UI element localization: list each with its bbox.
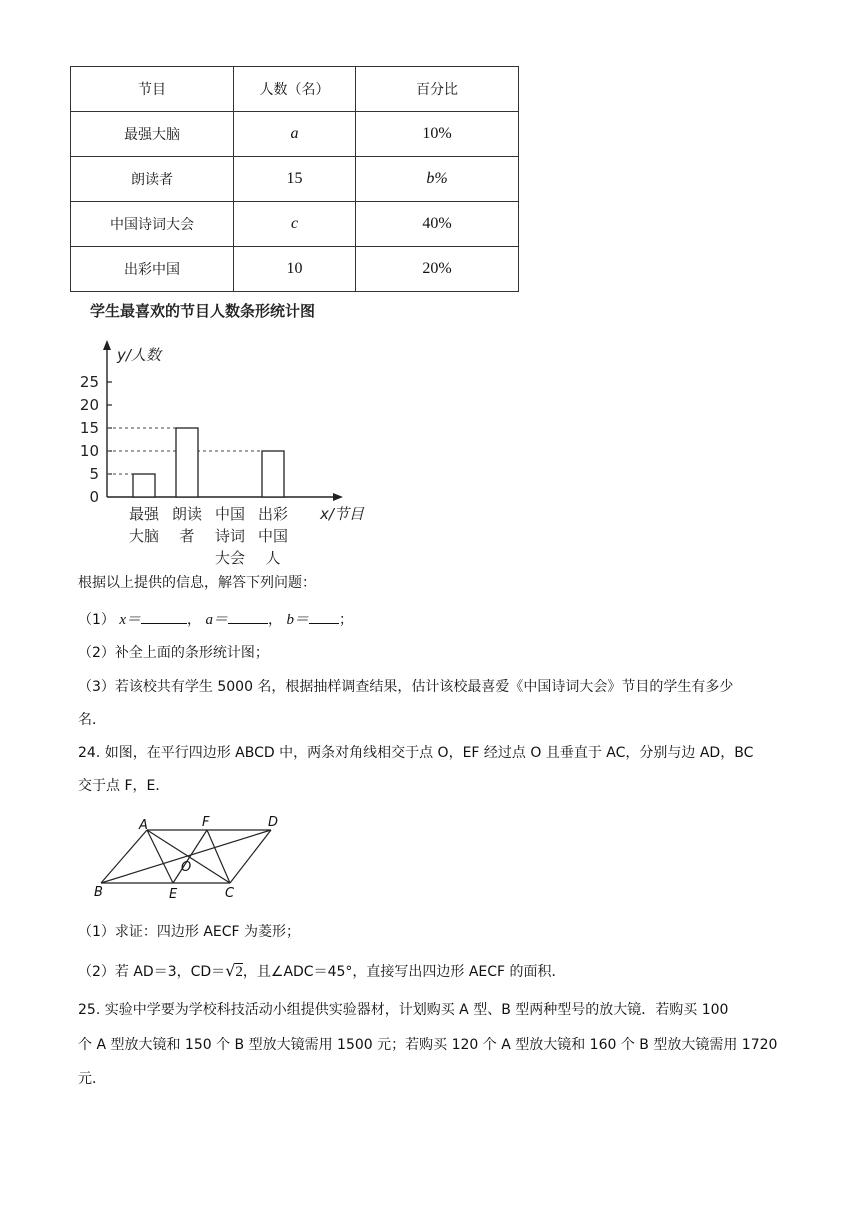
cell-count: 10: [234, 247, 356, 292]
bar: [176, 428, 198, 497]
question-3-line2: 名．: [78, 712, 106, 728]
q1-x-label: x＝: [119, 612, 142, 628]
question-2: （2）补全上面的条形统计图；: [78, 645, 269, 661]
sqrt-sign: √: [225, 961, 236, 980]
cell-percent: 20%: [356, 247, 519, 292]
q1-a-label: a＝: [205, 612, 229, 628]
cell-count: c: [234, 202, 356, 247]
category-label: 出彩: [257, 505, 289, 523]
table-row: [71, 247, 519, 292]
category-label: 者: [179, 527, 195, 545]
problem-24-line2: 交于点 F，E．: [78, 778, 170, 794]
table-header-row: [71, 67, 519, 112]
cell-program: 出彩中国: [71, 247, 234, 292]
cell-percent: b%: [356, 157, 519, 202]
y-tick-label: 25: [79, 373, 99, 391]
y-tick-label: 20: [79, 396, 99, 414]
label-B: B: [94, 885, 103, 900]
cell-percent: 40%: [356, 202, 519, 247]
y-tick-label: 10: [79, 442, 99, 460]
q1-end: ；: [338, 612, 353, 628]
intro-text: 根据以上提供的信息，解答下列问题：: [78, 575, 316, 591]
q1-sep: ，: [268, 612, 283, 628]
q1-prefix: （1）: [78, 612, 115, 628]
y-tick-label: 0: [89, 488, 99, 506]
y-tick-label: 5: [89, 465, 99, 483]
problem-24-line1: 24. 如图，在平行四边形 ABCD 中，两条对角线相交于点 O，EF 经过点 O 且垂直于 AC，分别与边 AD，BC: [78, 745, 754, 761]
label-E: E: [169, 887, 178, 902]
answer-blank-a: [228, 609, 268, 624]
cell-count: a: [234, 112, 356, 157]
cell-count: 15: [234, 157, 356, 202]
x-axis-label: x/节目: [320, 505, 364, 523]
answer-blank-x: [141, 609, 187, 624]
x-axis-arrow: [333, 493, 343, 501]
cell-program: 最强大脑: [71, 112, 234, 157]
sqrt-value: 2: [235, 964, 243, 980]
q2-part-b: ，且∠ADC＝45°，直接写出四边形 AECF 的面积．: [242, 964, 566, 980]
table-row: [71, 157, 519, 202]
table-row: [71, 202, 519, 247]
bar-chart: [0, 330, 400, 570]
label-C: C: [225, 886, 235, 901]
y-axis-label: y/人数: [117, 346, 161, 364]
category-label: 中国: [214, 505, 246, 523]
category-label: 大脑: [128, 527, 160, 545]
label-D: D: [268, 815, 279, 830]
category-label: 中国: [257, 527, 289, 545]
bar: [262, 451, 284, 497]
header-program: 节目: [71, 67, 234, 112]
q1-b-label: b＝: [286, 612, 309, 628]
label-F: F: [202, 815, 210, 830]
problem-25-line1: 25. 实验中学要为学校科技活动小组提供实验器材，计划购买 A 型、B 型两种型号的放大镜．若购买 100: [78, 1002, 729, 1018]
table-row: [71, 112, 519, 157]
category-label: 朗读: [171, 505, 203, 523]
cell-program: 朗读者: [71, 157, 234, 202]
program-table: [70, 66, 519, 292]
bar: [133, 474, 155, 497]
cell-percent: 10%: [356, 112, 519, 157]
y-tick-label: 15: [79, 419, 99, 437]
category-label: 大会: [214, 549, 246, 567]
problem-25-line3: 元．: [78, 1071, 106, 1087]
y-axis-arrow: [103, 340, 111, 350]
header-count: 人数（名）: [234, 67, 356, 112]
problem-25-line2: 个 A 型放大镜和 150 个 B 型放大镜需用 1500 元；若购买 120 个 A 型放大镜和 160 个 B 型放大镜需用 1720: [78, 1037, 778, 1053]
problem-24-q2: [78, 961, 566, 982]
chart-title: 学生最喜欢的节目人数条形统计图: [90, 302, 316, 320]
category-label: 人: [265, 549, 281, 567]
cell-program: 中国诗词大会: [71, 202, 234, 247]
parallelogram-figure: [86, 812, 296, 904]
q1-sep: ，: [187, 612, 202, 628]
problem-24-q1: （1）求证：四边形 AECF 为菱形；: [78, 924, 301, 940]
answer-blank-b: [309, 609, 339, 624]
label-A: A: [139, 818, 148, 833]
category-label: 诗词: [214, 527, 246, 545]
q2-part-a: （2）若 AD＝3，CD＝: [78, 964, 226, 980]
question-1: [78, 609, 353, 630]
label-O: O: [181, 860, 192, 875]
question-3-line1: （3）若该校共有学生 5000 名，根据抽样调查结果，估计该校最喜爱《中国诗词大会》节目的学生有多少: [78, 679, 734, 695]
header-percent: 百分比: [356, 67, 519, 112]
category-label: 最强: [128, 505, 160, 523]
